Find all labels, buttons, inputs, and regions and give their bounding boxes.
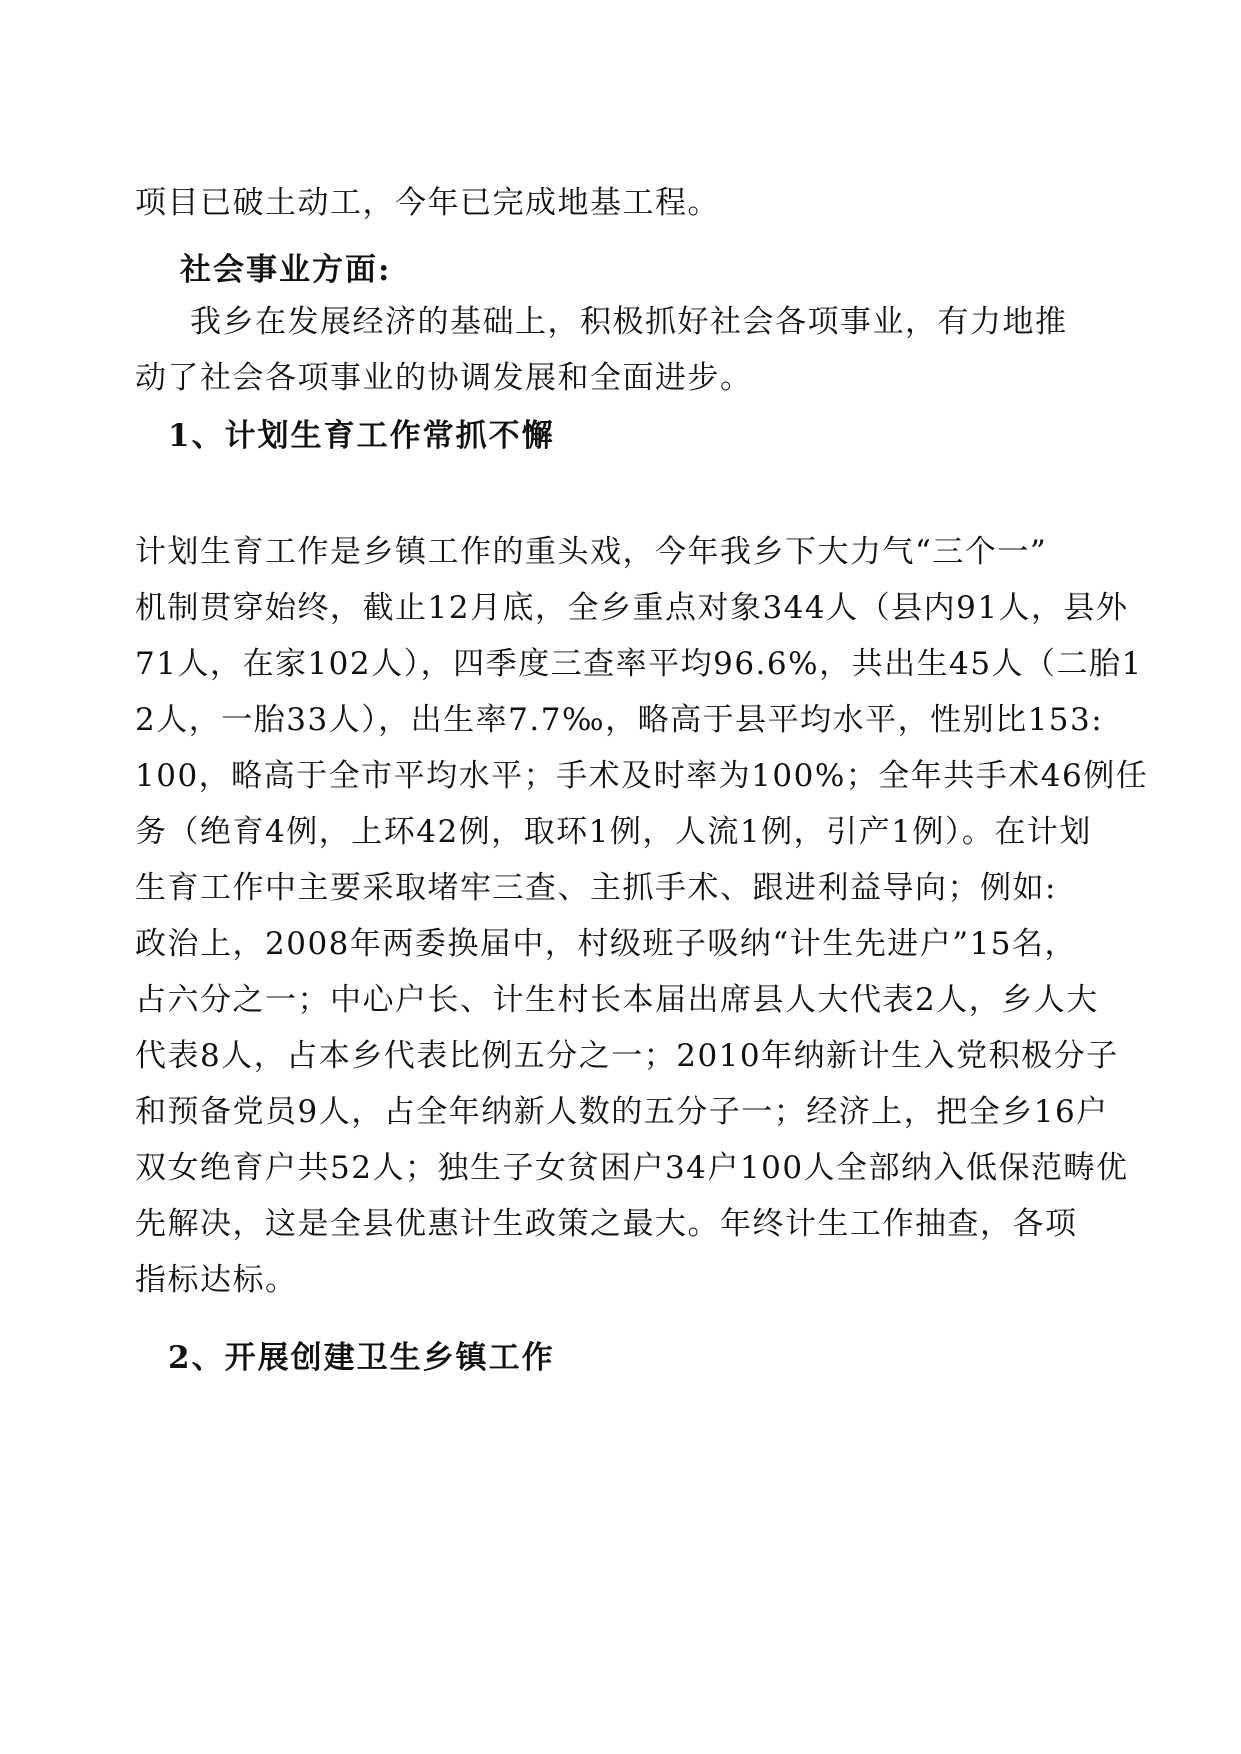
paragraph-line: 机制贯穿始终，截止12月底，全乡重点对象344人（县内91人，县外 [135,590,1129,626]
paragraph-line: 100，略高于全市平均水平；手术及时率为100%；全年共手术46例任 [135,758,1149,794]
paragraph-line: 先解决，这是全县优惠计生政策之最大。年终计生工作抽查，各项 [135,1206,1078,1242]
paragraph-line: 指标达标。 [135,1262,298,1298]
paragraph-line: 生育工作中主要采取堵牢三查、主抓手术、跟进利益导向；例如: [135,870,1057,906]
intro-paragraph-line: 我乡在发展经济的基础上，积极抓好社会各项事业，有力地推 [190,304,1068,340]
paragraph-line: 政治上，2008年两委换届中，村级班子吸纳“计生先进户”15名， [135,926,1078,962]
subsection-1-heading: 1、计划生育工作常抓不懈 [168,418,555,454]
paragraph-line: 71人，在家102人），四季度三查率平均96.6%，共出生45人（二胎1 [135,646,1143,682]
paragraph-line: 双女绝育户共52人；独生子女贫困户34户100人全部纳入低保范畴优 [135,1150,1129,1186]
section-heading: 社会事业方面: [180,252,392,288]
paragraph-line: 和预备党员9人，占全年纳新人数的五分子一；经济上，把全乡16户 [135,1094,1109,1130]
paragraph-line: 代表8人，占本乡代表比例五分之一；2010年纳新计生入党积极分子 [135,1038,1119,1074]
paragraph-line: 务（绝育4例，上环42例，取环1例，人流1例，引产1例）。在计划 [135,814,1092,850]
paragraph-line: 占六分之一；中心户长、计生村长本届出席县人大代表2人，乡人大 [135,982,1099,1018]
paragraph-line: 2人，一胎33人），出生率7.7‰，略高于县平均水平，性别比153: [135,702,1104,738]
intro-paragraph-line: 动了社会各项事业的协调发展和全面进步。 [135,360,753,396]
continuation-line: 项目已破土动工，今年已完成地基工程。 [135,185,720,221]
subsection-2-heading: 2、开展创建卫生乡镇工作 [168,1340,555,1376]
paragraph-line: 计划生育工作是乡镇工作的重头戏，今年我乡下大力气“三个一” [135,534,1048,570]
